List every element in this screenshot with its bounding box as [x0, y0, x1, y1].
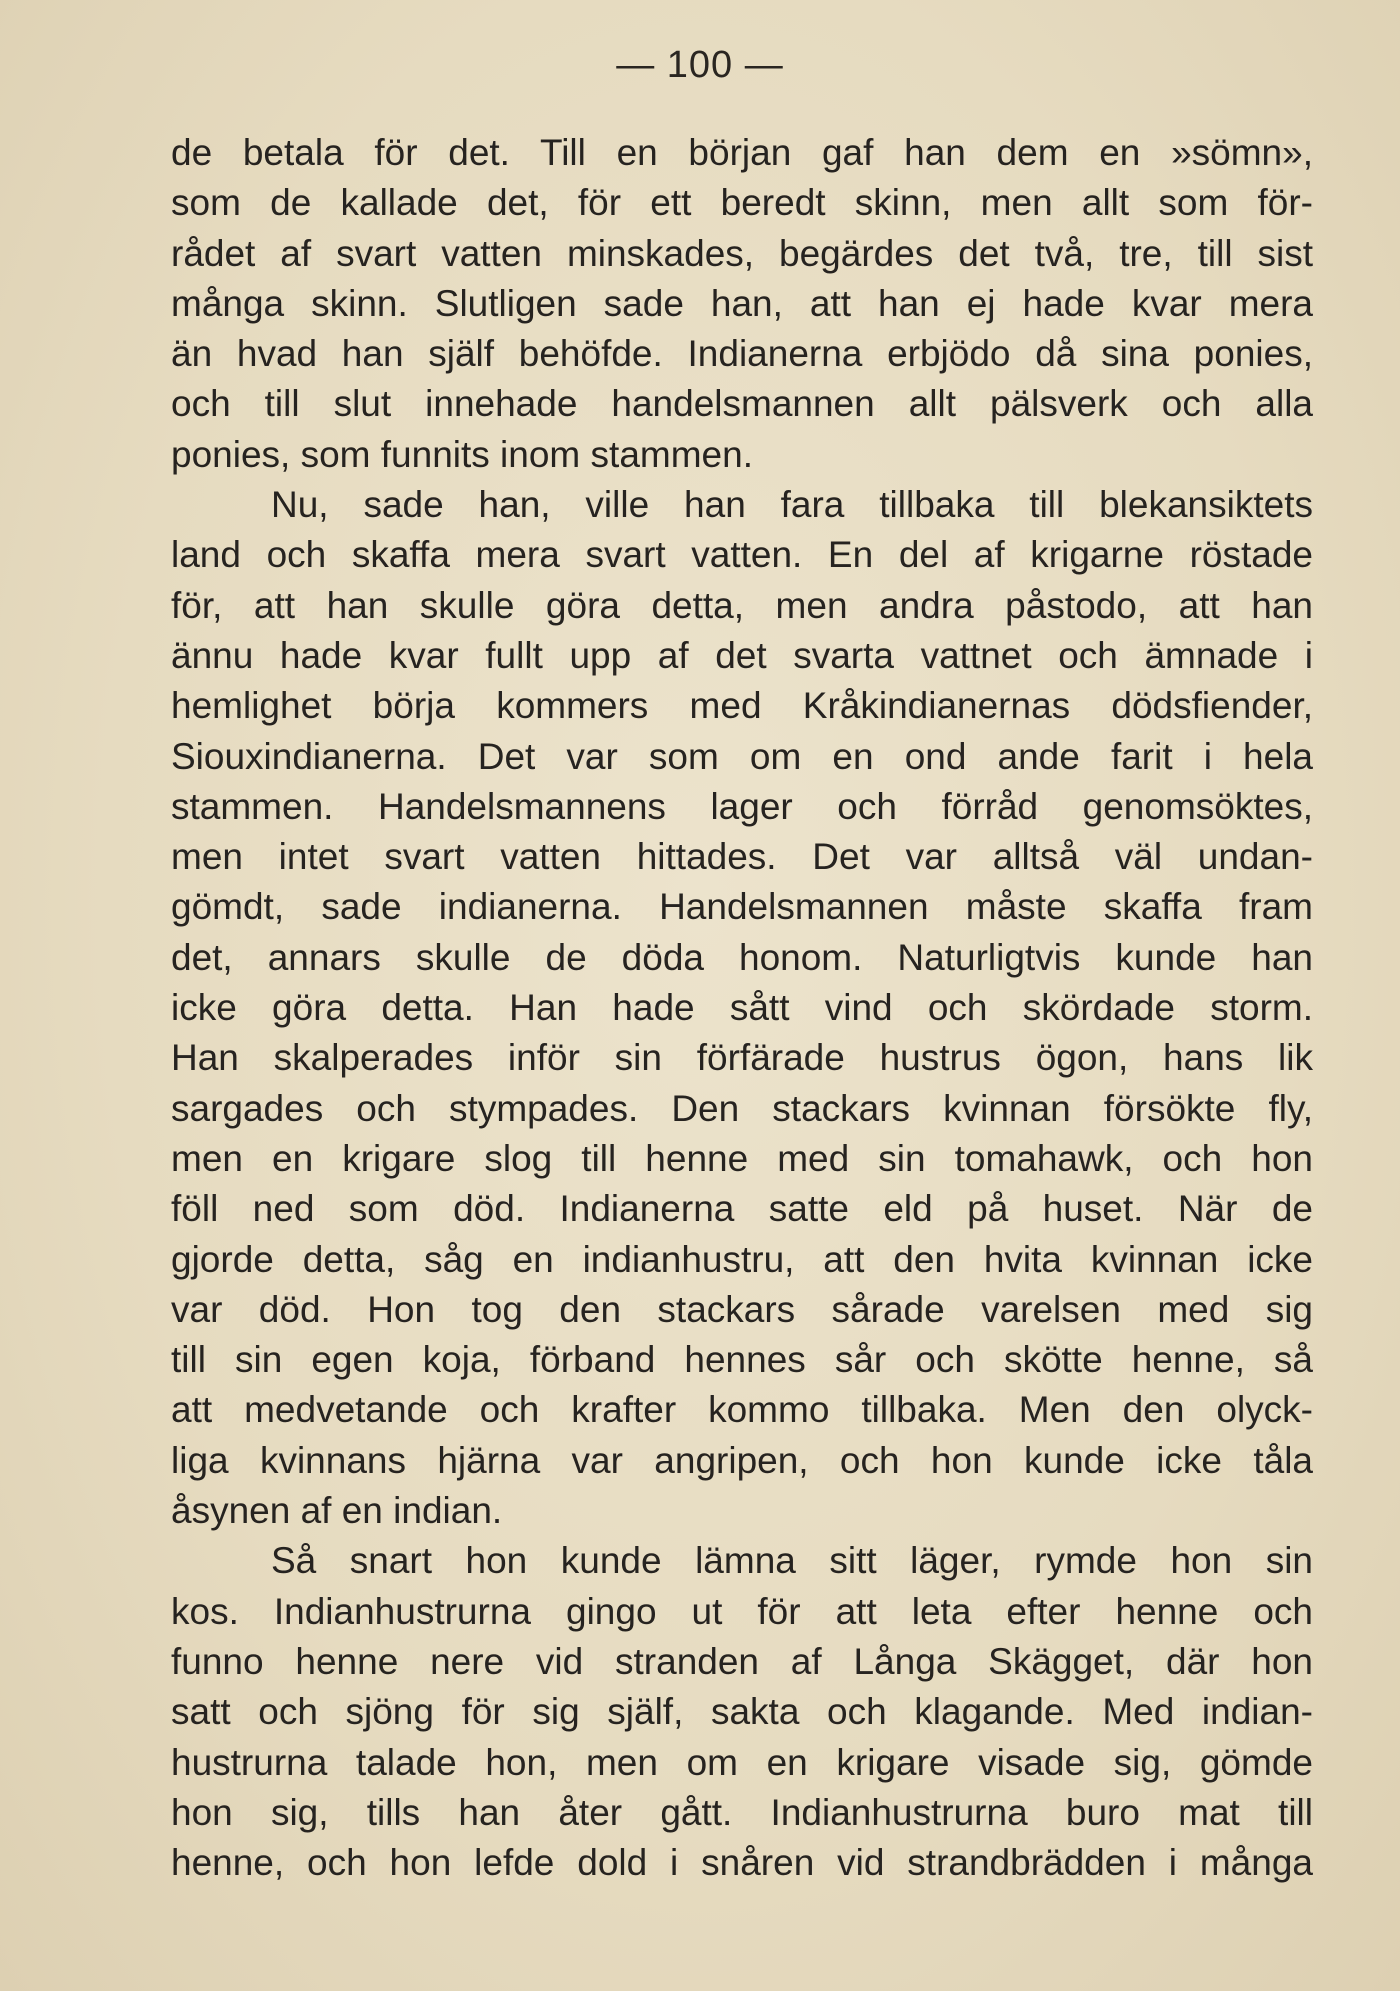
text-line: Siouxindianerna. Det var som om en ond ande farit i hela [171, 735, 1313, 777]
text-line: kos. Indianhustrurna gingo ut för att leta efter henne och [171, 1590, 1313, 1632]
text-line: rådet af svart vatten minskades, begärdes det två, tre, till sist [171, 232, 1313, 274]
text-line: hemlighet börja kommers med Kråkindianernas dödsfiender, [171, 685, 1313, 727]
text-line: åsynen af en indian. [171, 1490, 503, 1532]
text-line: att medvetande och krafter kommo tillbaka. Men den olyck- [171, 1389, 1313, 1431]
text-line: till sin egen koja, förband hennes sår och skötte henne, så [171, 1339, 1313, 1381]
paragraph [171, 1536, 1313, 1888]
text-line: men en krigare slog till henne med sin tomahawk, och hon [171, 1137, 1313, 1179]
text-line: sargades och stympades. Den stackars kvinnan försökte fly, [171, 1087, 1313, 1129]
text-line: var död. Hon tog den stackars sårade varelsen med sig [171, 1288, 1313, 1330]
text-line: gjorde detta, såg en indianhustru, att den hvita kvinnan icke [171, 1238, 1313, 1280]
text-line: ponies, som funnits inom stammen. [171, 433, 753, 475]
text-line: gömdt, sade indianerna. Handelsmannen måste skaffa fram [171, 886, 1313, 928]
text-line: de betala för det. Till en början gaf han dem en »sömn», [171, 132, 1313, 173]
text-line: icke göra detta. Han hade sått vind och skördade storm. [171, 987, 1313, 1029]
text-line: än hvad han själf behöfde. Indianerna erbjödo då sina ponies, [171, 333, 1313, 375]
text-line: Han skalperades inför sin förfärade hustrus ögon, hans lik [171, 1037, 1313, 1079]
text-line: stammen. Handelsmannens lager och förråd genomsöktes, [171, 785, 1313, 827]
text-line: Så snart hon kunde lämna sitt läger, rymde hon sin [271, 1540, 1313, 1582]
page-number: — 100 — [616, 44, 784, 86]
text-line: land och skaffa mera svart vatten. En del af krigarne röstade [171, 534, 1313, 576]
text-line: satt och sjöng för sig själf, sakta och klagande. Med indian- [171, 1691, 1313, 1733]
text-line: det, annars skulle de döda honom. Naturligtvis kunde han [171, 936, 1313, 978]
text-line: ännu hade kvar fullt upp af det svarta vattnet och ämnade i [171, 634, 1313, 676]
text-line: hustrurna talade hon, men om en krigare visade sig, gömde [171, 1741, 1313, 1783]
text-line: föll ned som död. Indianerna satte eld på huset. När de [171, 1188, 1313, 1230]
text-line: för, att han skulle göra detta, men andra påstodo, att han [171, 584, 1313, 626]
text-line: som de kallade det, för ett beredt skinn, men allt som för- [171, 182, 1313, 224]
text-line: funno henne nere vid stranden af Långa Skägget, där hon [171, 1640, 1313, 1682]
text-line: liga kvinnans hjärna var angripen, och hon kunde icke tåla [171, 1439, 1313, 1481]
text-line: Nu, sade han, ville han fara tillbaka till blekansiktets [271, 484, 1313, 526]
paragraph [171, 480, 1313, 1536]
text-line: många skinn. Slutligen sade han, att han ej hade kvar mera [171, 282, 1313, 324]
body-text [171, 128, 1313, 1888]
text-line: men intet svart vatten hittades. Det var alltså väl undan- [171, 836, 1313, 878]
text-line: och till slut innehade handelsmannen allt pälsverk och alla [171, 383, 1313, 425]
paragraph [171, 128, 1313, 480]
text-line: henne, och hon lefde dold i snåren vid strandbrädden i många [171, 1842, 1313, 1884]
text-line: hon sig, tills han åter gått. Indianhustrurna buro mat till [171, 1791, 1313, 1833]
